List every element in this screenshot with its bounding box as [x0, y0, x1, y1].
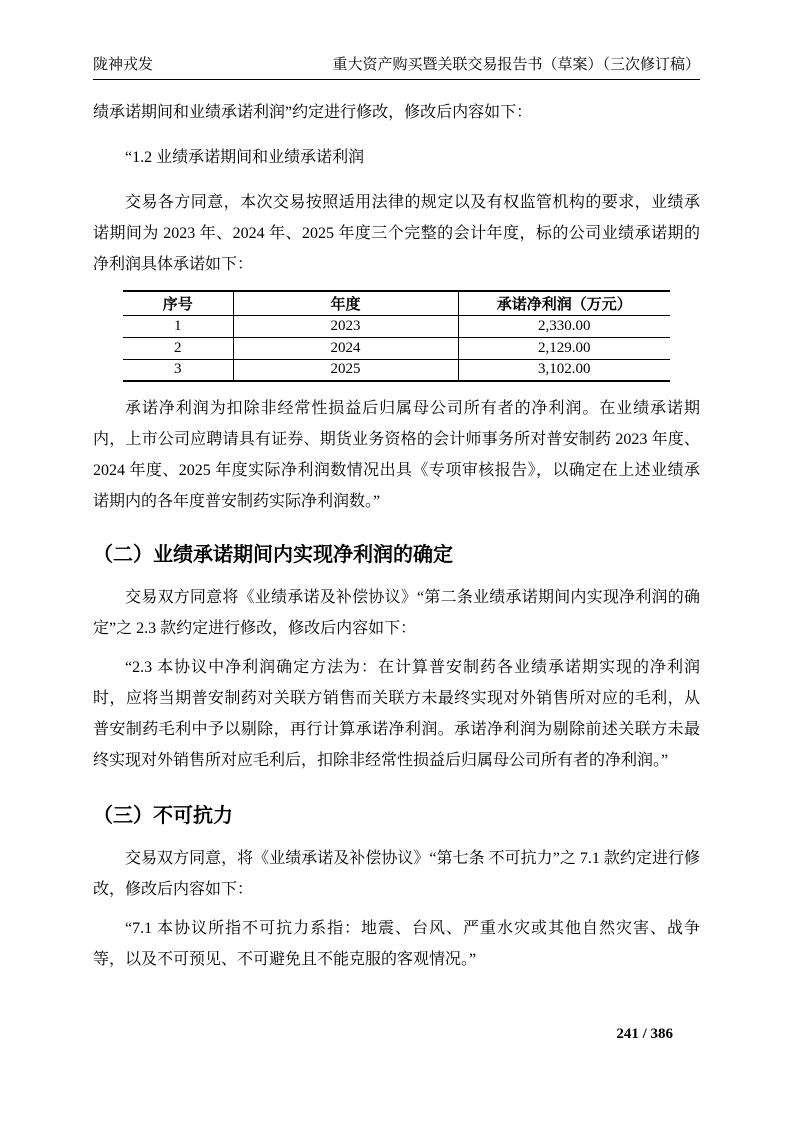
section-heading-2: （二）业绩承诺期间内实现净利润的确定 — [93, 544, 453, 566]
cell-profit: 2,129.00 — [458, 337, 670, 359]
running-header — [93, 55, 700, 80]
paragraph-clause-2-3: “2.3 本协议中净利润确定方法为：在计算普安制药各业绩承诺期实现的净利润时，应将当期普安制药对关联方销售而关联方未最终实现对外销售所对应的毛利，从普安制药毛利中予以剔除，再行计算承诺净利润。承诺净利润为剔除前述关联方未最终实现对外销售所对应毛利后，扣除非经常性损益后归属母公司所有者的净利润。” — [93, 659, 700, 769]
cell-year: 2023 — [233, 315, 458, 337]
cell-index: 3 — [123, 359, 233, 381]
paragraph-section2-intro: 交易双方同意将《业绩承诺及补偿协议》“第二条业绩承诺期间内实现净利润的确定”之 2.3 款约定进行修改，修改后内容如下： — [93, 589, 700, 637]
paragraph-section3-intro: 交易双方同意，将《业绩承诺及补偿协议》“第七条 不可抗力”之 7.1 款约定进行修改，修改后内容如下： — [93, 850, 700, 898]
header-report-title: 重大资产购买暨关联交易报告书（草案）（三次修订稿） — [332, 57, 700, 73]
header-company-name: 陇神戎发 — [93, 57, 154, 73]
cell-index: 1 — [123, 315, 233, 337]
cell-profit: 2,330.00 — [458, 315, 670, 337]
table-row — [123, 337, 670, 359]
table-row — [123, 359, 670, 381]
page-number: 241 / 386 — [616, 1026, 673, 1042]
column-header-index: 序号 — [123, 291, 233, 315]
cell-year: 2025 — [233, 359, 458, 381]
paragraph-clause-7-1: “7.1 本协议所指不可抗力系指：地震、台风、严重水灾或其他自然灾害、战争等，以及不可预见、不可避免且不能克服的客观情况。” — [93, 920, 700, 968]
promised-net-profit-table — [123, 290, 670, 382]
table-header-row — [123, 291, 670, 315]
section-heading-3: （三）不可抗力 — [93, 805, 233, 827]
paragraph-commitment: 承诺净利润为扣除非经常性损益后归属母公司所有者的净利润。在业绩承诺期内，上市公司应聘请具有证券、期货业务资格的会计师事务所对普安制药 2023 年度、2024 年度、2025 年度实际净利润数情况出具《专项审核报告》，以确定在上述业绩承诺期内的各年度普安制药实际净利润数。” — [93, 400, 700, 510]
document-body — [93, 97, 700, 975]
table-row — [123, 315, 670, 337]
cell-profit: 3,102.00 — [458, 359, 670, 381]
paragraph-continuation: 绩承诺期间和业绩承诺利润”约定进行修改，修改后内容如下： — [93, 104, 533, 121]
column-header-year: 年度 — [233, 291, 458, 315]
cell-year: 2024 — [233, 337, 458, 359]
paragraph-clause-1-2: “1.2 业绩承诺期间和业绩承诺利润 — [125, 149, 365, 166]
cell-index: 2 — [123, 337, 233, 359]
column-header-promised-profit: 承诺净利润（万元） — [458, 291, 670, 315]
paragraph-agreement: 交易各方同意，本次交易按照适用法律的规定以及有权监管机构的要求，业绩承诺期间为 2023 年、2024 年、2025 年度三个完整的会计年度，标的公司业绩承诺期的净利润具体承诺如下： — [93, 194, 700, 273]
